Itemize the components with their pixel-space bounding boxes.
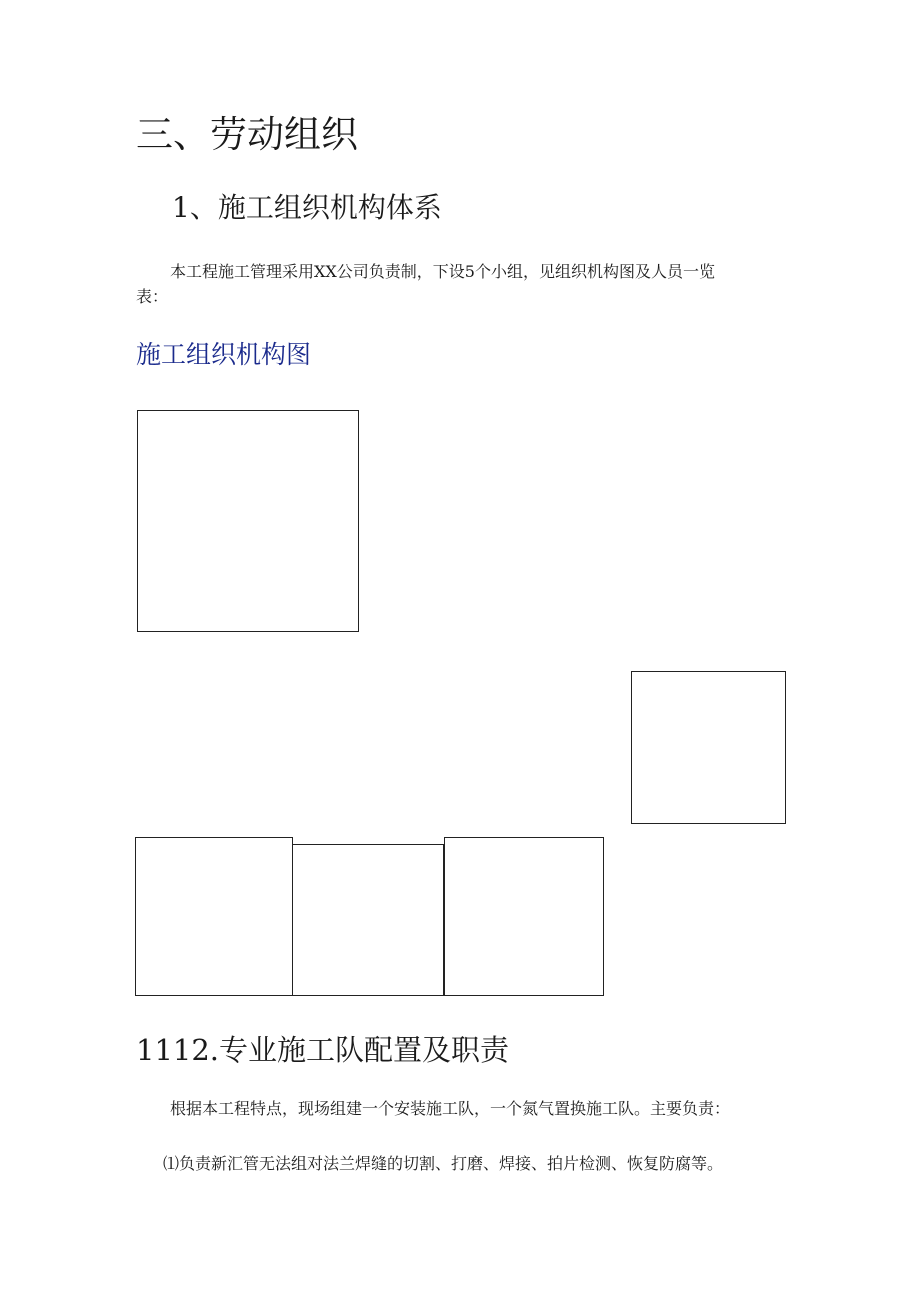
section2-paragraph-1: 根据本工程特点，现场组建一个安装施工队，一个氮气置换施工队。主要负责：: [170, 1099, 731, 1118]
org-chart-box-top: [137, 410, 359, 632]
section-heading: 三、劳动组织: [136, 113, 358, 156]
org-chart-title: 施工组织机构图: [136, 340, 312, 369]
org-chart-box-bottom-2: [292, 844, 444, 996]
section2-heading: 1112.专业施工队配置及职责: [136, 1033, 510, 1067]
org-chart-box-bottom-3: [444, 837, 604, 996]
intro-paragraph-line2: 表：: [136, 287, 169, 306]
section2-paragraph-2: ⑴负责新汇管无法组对法兰焊缝的切割、打磨、焊接、拍片检测、恢复防腐等。: [163, 1154, 724, 1173]
org-chart-box-bottom-1: [135, 837, 293, 996]
subsection-heading: 1、施工组织机构体系: [172, 191, 442, 224]
org-chart-box-right: [631, 671, 786, 824]
intro-paragraph-line1: 本工程施工管理采用XX公司负责制，下设5个小组，见组织机构图及人员一览: [170, 262, 715, 281]
